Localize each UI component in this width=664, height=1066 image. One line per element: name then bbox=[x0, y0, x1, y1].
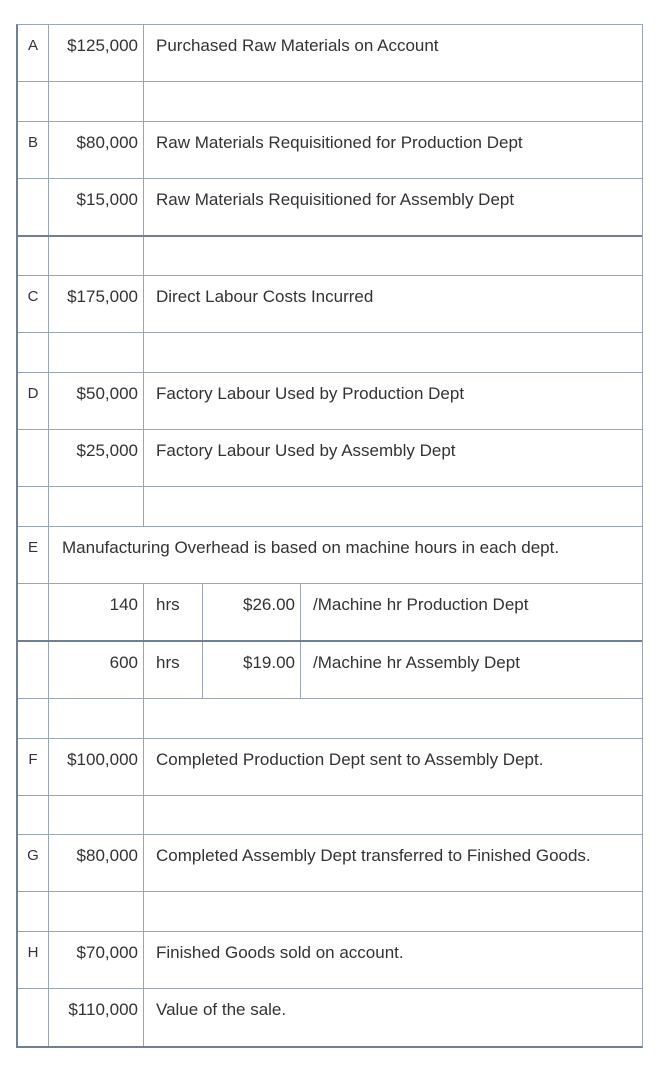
table-row bbox=[18, 989, 642, 1046]
row-letter bbox=[18, 179, 49, 235]
description-cell bbox=[144, 333, 642, 372]
row-letter bbox=[18, 333, 49, 372]
table-row bbox=[18, 642, 642, 699]
description-cell bbox=[144, 699, 642, 738]
overhead-note: Manufacturing Overhead is based on machine hours in each dept. bbox=[62, 538, 560, 557]
amount-cell bbox=[49, 892, 144, 931]
row-letter: C bbox=[18, 276, 49, 332]
amount-cell bbox=[49, 796, 144, 834]
description-cell: Factory Labour Used by Assembly Dept bbox=[156, 441, 456, 460]
table-row bbox=[18, 487, 642, 527]
table-row bbox=[18, 373, 642, 430]
hours-unit: hrs bbox=[144, 584, 203, 640]
amount-cell: $50,000 bbox=[49, 373, 144, 429]
table-row bbox=[18, 796, 642, 835]
machine-hours: 140 bbox=[49, 584, 144, 640]
amount-cell: $80,000 bbox=[49, 122, 144, 178]
table-row bbox=[18, 333, 642, 373]
transactions-table bbox=[16, 24, 643, 1048]
amount-cell bbox=[49, 237, 144, 275]
description-cell: Completed Production Dept sent to Assembly Dept. bbox=[156, 750, 544, 769]
row-letter: D bbox=[18, 373, 49, 429]
table-row bbox=[18, 932, 642, 989]
hours-unit: hrs bbox=[144, 642, 203, 698]
description-cell bbox=[144, 892, 642, 931]
table-row bbox=[18, 25, 642, 82]
amount-cell: $80,000 bbox=[49, 835, 144, 891]
amount-cell: $25,000 bbox=[49, 430, 144, 486]
table-row bbox=[18, 739, 642, 796]
row-letter bbox=[18, 642, 49, 698]
description-cell: Purchased Raw Materials on Account bbox=[156, 36, 439, 55]
amount-cell: $70,000 bbox=[49, 932, 144, 988]
row-letter: G bbox=[18, 835, 49, 891]
row-letter bbox=[18, 487, 49, 526]
amount-cell: $100,000 bbox=[49, 739, 144, 795]
table-row bbox=[18, 276, 642, 333]
description-cell bbox=[144, 796, 642, 834]
machine-hours: 600 bbox=[49, 642, 144, 698]
row-letter: B bbox=[18, 122, 49, 178]
rate-cell: $26.00 bbox=[203, 584, 301, 640]
table-row bbox=[18, 237, 642, 276]
table-row bbox=[18, 527, 642, 584]
row-letter bbox=[18, 989, 49, 1046]
row-letter bbox=[18, 892, 49, 931]
row-letter: F bbox=[18, 739, 49, 795]
description-cell: Factory Labour Used by Production Dept bbox=[156, 384, 465, 403]
table-row bbox=[18, 82, 642, 122]
description-cell: Finished Goods sold on account. bbox=[156, 943, 404, 962]
amount-cell: $110,000 bbox=[49, 989, 144, 1046]
row-letter bbox=[18, 82, 49, 121]
amount-cell bbox=[49, 487, 144, 526]
row-letter bbox=[18, 796, 49, 834]
table-row bbox=[18, 430, 642, 487]
description-cell: Raw Materials Requisitioned for Production Dept bbox=[156, 133, 523, 152]
row-letter: H bbox=[18, 932, 49, 988]
amount-cell bbox=[49, 333, 144, 372]
table-row bbox=[18, 122, 642, 179]
description-cell: Value of the sale. bbox=[156, 1000, 287, 1019]
row-letter bbox=[18, 430, 49, 486]
description-cell: Direct Labour Costs Incurred bbox=[156, 287, 374, 306]
description-cell bbox=[144, 82, 642, 121]
row-letter: A bbox=[18, 25, 49, 81]
row-letter bbox=[18, 699, 49, 738]
table-row bbox=[18, 835, 642, 892]
amount-cell bbox=[49, 699, 144, 738]
rate-description: /Machine hr Production Dept bbox=[313, 595, 529, 614]
row-letter bbox=[18, 237, 49, 275]
amount-cell: $125,000 bbox=[49, 25, 144, 81]
rate-description: /Machine hr Assembly Dept bbox=[313, 653, 520, 672]
description-cell: Completed Assembly Dept transferred to Finished Goods. bbox=[156, 846, 591, 865]
row-letter: E bbox=[18, 527, 49, 583]
table-row bbox=[18, 584, 642, 642]
description-cell bbox=[144, 237, 642, 275]
amount-cell: $15,000 bbox=[49, 179, 144, 235]
table-row bbox=[18, 699, 642, 739]
description-cell: Raw Materials Requisitioned for Assembly Dept bbox=[156, 190, 515, 209]
row-letter bbox=[18, 584, 49, 640]
table-row bbox=[18, 179, 642, 237]
description-cell bbox=[144, 487, 642, 526]
amount-cell bbox=[49, 82, 144, 121]
table-row bbox=[18, 892, 642, 932]
rate-cell: $19.00 bbox=[203, 642, 301, 698]
amount-cell: $175,000 bbox=[49, 276, 144, 332]
